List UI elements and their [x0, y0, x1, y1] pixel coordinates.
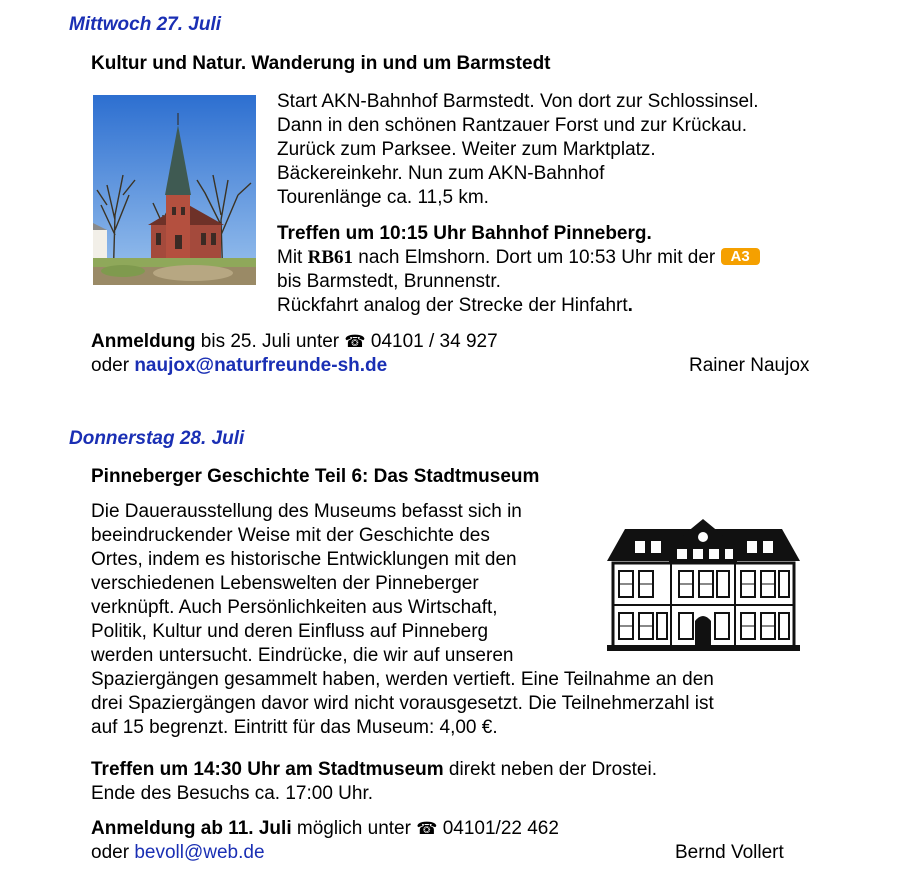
event1-meeting: Treffen um 10:15 Uhr Bahnhof Pinneberg.: [277, 223, 652, 244]
event2-meeting-block: [91, 758, 831, 806]
event2-meeting: Treffen um 14:30 Uhr am Stadtmuseum: [91, 759, 444, 780]
event2-leader: Bernd Vollert: [675, 842, 784, 863]
event1-desc-line: Dann in den schönen Rantzauer Forst und zur Krückau.: [277, 115, 747, 136]
event1-leader: Rainer Naujox: [689, 355, 810, 376]
event2-register-label: Anmeldung ab 11. Juli: [91, 818, 292, 839]
event1-date: Mittwoch 27. Juli: [69, 14, 222, 35]
event1-desc-line: Zurück zum Parksee. Weiter zum Marktplatz.: [277, 139, 656, 160]
event2-register-text: möglich unter: [291, 818, 417, 839]
event1-train-line: [277, 246, 857, 270]
event1-route-line: bis Barmstedt, Brunnenstr.: [277, 271, 501, 292]
museum-building-drawing: [607, 517, 800, 651]
event2-email-link[interactable]: bevoll@web.de: [134, 842, 265, 863]
phone-icon: ☎: [344, 332, 366, 351]
event1-return-end: .: [627, 295, 633, 316]
train-line-name: RB61: [307, 247, 354, 268]
church-photo: [93, 95, 256, 285]
event1-phone[interactable]: 04101 / 34 927: [365, 331, 498, 352]
event1-return-line: [277, 294, 857, 318]
event1-register-line: [91, 330, 831, 354]
event2-desc-line: drei Spaziergängen davor wird nicht vorausgesetzt. Die Teilnehmerzahl ist: [91, 693, 714, 714]
event1-desc-line: Tourenlänge ca. 11,5 km.: [277, 187, 489, 208]
event2-desc-line: Spaziergängen gesammelt haben, werden vertieft. Eine Teilnahme an den: [91, 669, 714, 690]
event1-train-text: nach Elmshorn. Dort um 10:53 Uhr mit der: [353, 247, 721, 268]
event2-desc-line: beeindruckender Weise mit der Geschichte des: [91, 525, 490, 546]
event2-phone[interactable]: 04101/22 462: [437, 818, 559, 839]
event2-date: Donnerstag 28. Juli: [69, 428, 245, 449]
event2-end-line: Ende des Besuchs ca. 17:00 Uhr.: [91, 783, 374, 804]
event2-desc-line: werden untersucht. Eindrücke, die wir auf unseren: [91, 645, 514, 666]
event1-register-label: Anmeldung: [91, 331, 196, 352]
event1-meeting-block: [277, 222, 857, 318]
event2-desc-line: Die Dauerausstellung des Museums befasst sich in: [91, 501, 522, 522]
event2-desc-line: verknüpft. Auch Persönlichkeiten aus Wirtschaft,: [91, 597, 498, 618]
event2-desc-line: auf 15 begrenzt. Eintritt für das Museum: 4,00 €.: [91, 717, 498, 738]
event1-description: [277, 90, 837, 210]
event2-meeting-line: [91, 758, 831, 782]
event2-title: Pinneberger Geschichte Teil 6: Das Stadtmuseum: [91, 466, 540, 487]
event1-desc-line: Start AKN-Bahnhof Barmstedt. Von dort zur Schlossinsel.: [277, 91, 759, 112]
event1-desc-line: Bäckereinkehr. Nun zum AKN-Bahnhof: [277, 163, 605, 184]
event2-desc-line: Ortes, indem es historische Entwicklungen mit den: [91, 549, 517, 570]
event2-register-line: [91, 817, 831, 841]
bus-a3-badge: A3: [721, 248, 760, 265]
event1-or-label: oder: [91, 355, 135, 376]
event2-desc-line: Politik, Kultur und deren Einfluss auf Pinneberg: [91, 621, 489, 642]
phone-icon: ☎: [416, 819, 438, 838]
event2-desc-line: verschiedenen Lebenswelten der Pinneberger: [91, 573, 479, 594]
event1-email-link[interactable]: naujox@naturfreunde-sh.de: [134, 355, 388, 376]
event1-register-text: bis 25. Juli unter: [195, 331, 345, 352]
event1-title: Kultur und Natur. Wanderung in und um Barmstedt: [91, 53, 551, 74]
event2-meeting-text: direkt neben der Drostei.: [443, 759, 657, 780]
event2-or-label: oder: [91, 842, 135, 863]
event1-return-text: Rückfahrt analog der Strecke der Hinfahrt: [277, 295, 628, 316]
event1-train-prefix: Mit: [277, 247, 308, 268]
